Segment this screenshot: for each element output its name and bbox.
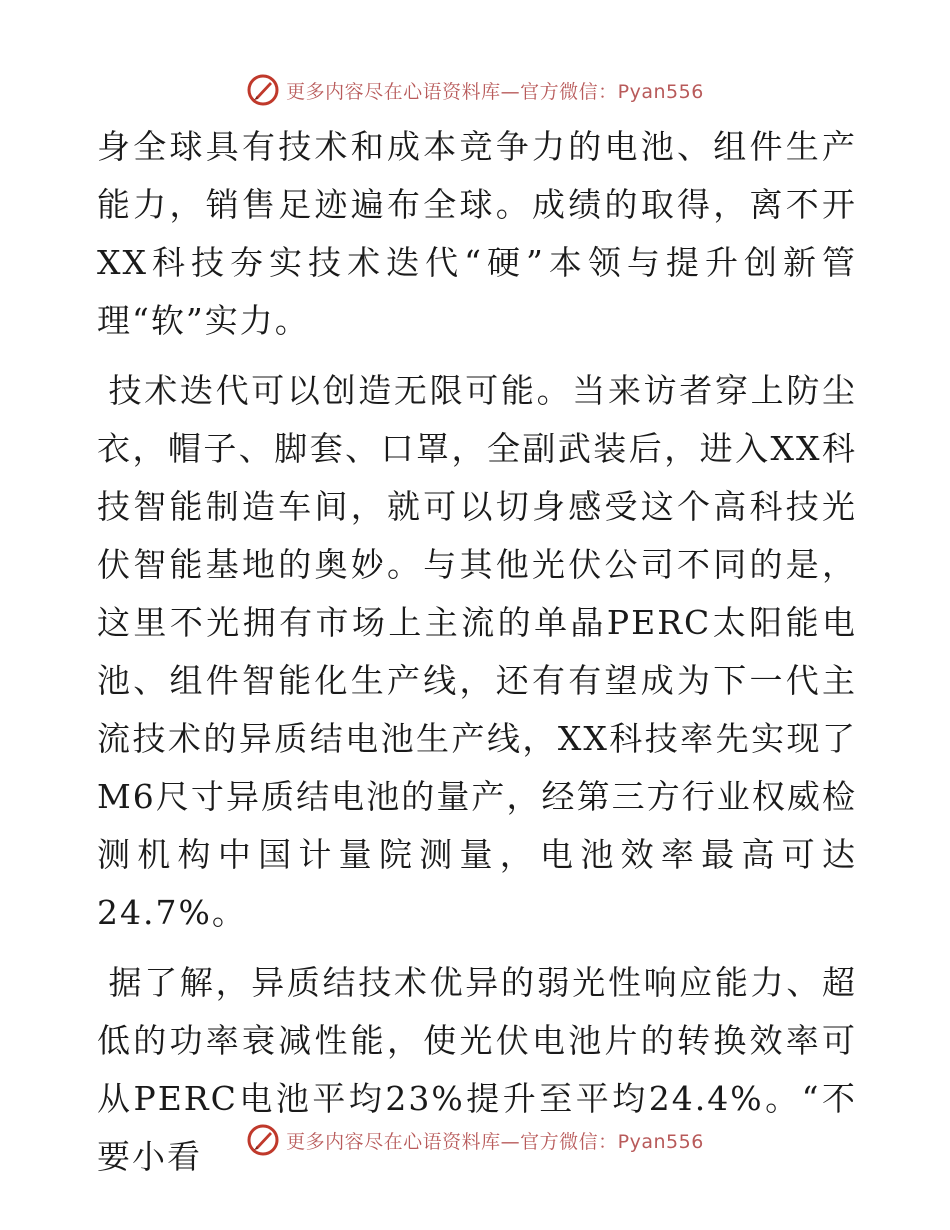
header-banner (0, 70, 950, 110)
footer-banner (0, 1120, 950, 1160)
quill-logo-icon (246, 73, 280, 107)
banner-text: 更多内容尽在心语资料库—官方微信：Pyan556 (286, 80, 704, 103)
paragraph-1: 身全球具有技术和成本竞争力的电池、组件生产能力，销售足迹遍布全球。成绩的取得，离不开XX科技夯实技术迭代“硬”本领与提升创新管理“软”实力。 (97, 127, 857, 340)
document-body (97, 118, 857, 1186)
banner-text: 更多内容尽在心语资料库—官方微信：Pyan556 (286, 1130, 704, 1153)
paragraph-2: 技术迭代可以创造无限可能。当来访者穿上防尘衣，帽子、脚套、口罩，全副武装后，进入XX科技智能制造车间，就可以切身感受这个高科技光伏智能基地的奥妙。与其他光伏公司不同的是，这里不光拥有市场上主流的单晶PERC太阳能电池、组件智能化生产线，还有有望成为下一代主流技术的异质结电池生产线，XX科技率先实现了M6尺寸异质结电池的量产，经第三方行业权威检测机构中国计量院测量，电池效率最高可达24.7%。 (97, 371, 857, 932)
quill-logo-icon (246, 1123, 280, 1157)
paragraph-3: 据了解，异质结技术优异的弱光性响应能力、超低的功率衰减性能，使光伏电池片的转换效率可从PERC电池平均23%提升至平均24.4%。“不要小看 (97, 963, 857, 1176)
